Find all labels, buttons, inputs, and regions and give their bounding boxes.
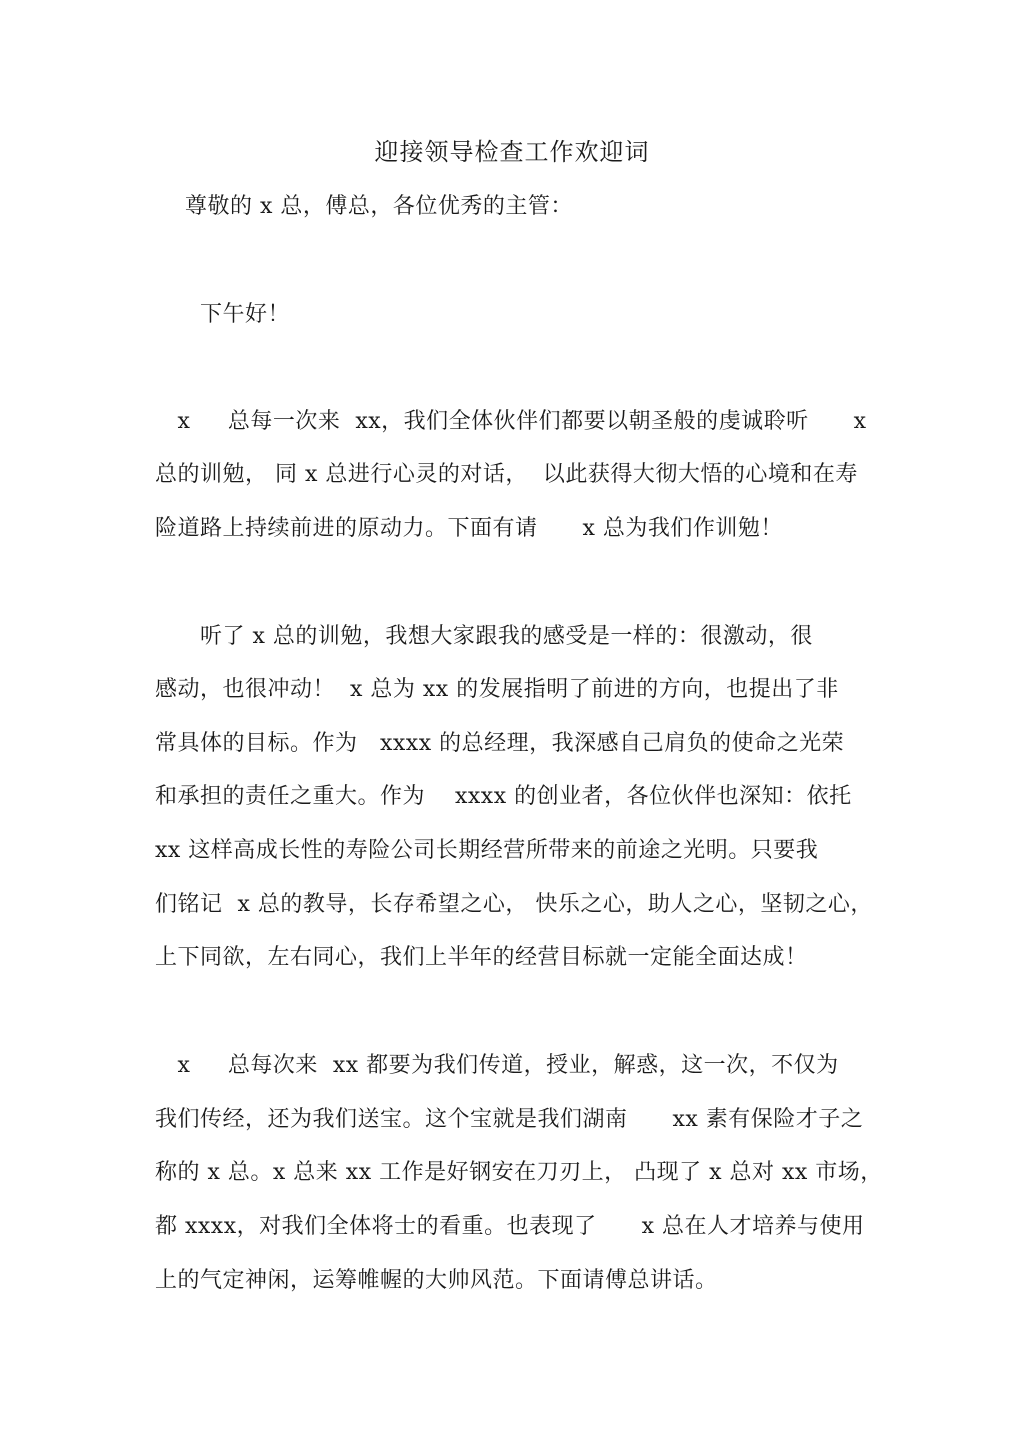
paragraph-line: 常具体的目标。作为 xxxx 的总经理，我深感自己肩负的使命之光荣 [155,731,845,756]
paragraph-line: 感动，也很冲动！ x 总为 xx 的发展指明了前进的方向，也提出了非 [155,677,839,702]
paragraph-line: 上下同欲，左右同心，我们上半年的经营目标就一定能全面达成！ [155,945,808,970]
paragraph-line: 们铭记 x 总的教导，长存希望之心， 快乐之心，助人之心，坚韧之心， [155,892,873,917]
salutation-line: 尊敬的 x 总，傅总，各位优秀的主管： [155,194,573,219]
paragraph-line: 上的气定神闲，运筹帷幄的大帅风范。下面请傅总讲话。 [155,1268,718,1293]
paragraph-line: 听了 x 总的训勉，我想大家跟我的感受是一样的：很激动，很 [155,624,813,649]
paragraph-line: xx 这样高成长性的寿险公司长期经营所带来的前途之光明。只要我 [155,838,819,863]
paragraph-line: 险道路上持续前进的原动力。下面有请 x 总为我们作训勉！ [155,516,783,541]
paragraph-line: 都 xxxx，对我们全体将士的看重。也表现了 x 总在人才培养与使用 [155,1214,865,1239]
paragraph-line: 称的 x 总。x 总来 xx 工作是好钢安在刀刃上， 凸现了 x 总对 xx 市场， [155,1160,883,1185]
paragraph-line: 我们传经，还为我们送宝。这个宝就是我们湖南 xx 素有保险才子之 [155,1107,864,1132]
paragraph-line: 和承担的责任之重大。作为 xxxx 的创业者，各位伙伴也深知：依托 [155,784,852,809]
paragraph-line: x 总每次来 xx 都要为我们传道，授业，解惑，这一次，不仅为 [155,1053,839,1078]
paragraph-line: x 总每一次来 xx，我们全体伙伴们都要以朝圣般的虔诚聆听 x [155,409,867,434]
document-title: 迎接领导检查工作欢迎词 [374,138,650,166]
paragraph-line: 总的训勉， 同 x 总进行心灵的对话， 以此获得大彻大悟的心境和在寿 [155,462,858,487]
greeting-line: 下午好！ [155,302,290,327]
